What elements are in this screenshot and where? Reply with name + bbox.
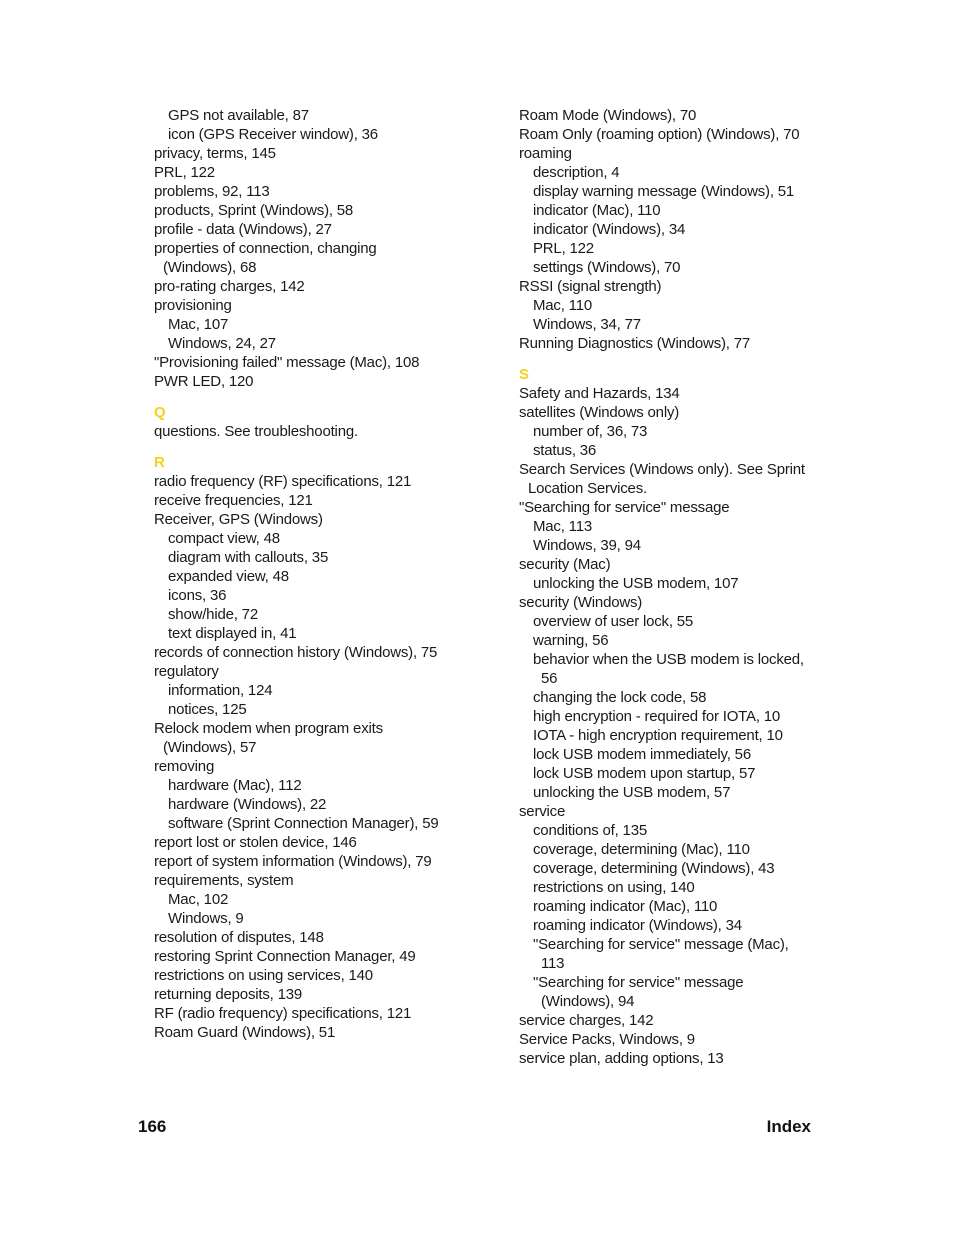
- index-subentry: hardware (Windows), 22: [168, 796, 327, 813]
- index-column-left: [154, 106, 484, 1042]
- index-subentry: Windows, 9: [168, 910, 244, 927]
- index-entry: report lost or stolen device, 146: [154, 834, 357, 851]
- index-subentry: coverage, determining (Mac), 110: [533, 841, 750, 858]
- index-subentry: indicator (Mac), 110: [533, 202, 661, 219]
- index-entry: resolution of disputes, 148: [154, 929, 324, 946]
- index-subentry: restrictions on using, 140: [533, 879, 695, 896]
- index-subentry: warning, 56: [533, 632, 609, 649]
- index-subentry: Location Services.: [528, 480, 647, 497]
- index-entry: "Searching for service" message: [519, 499, 730, 516]
- index-entry: Roam Mode (Windows), 70: [519, 107, 697, 124]
- index-subentry: Windows, 39, 94: [533, 537, 641, 554]
- index-entry: "Provisioning failed" message (Mac), 108: [154, 354, 420, 371]
- index-entry: security (Mac): [519, 556, 611, 573]
- index-subentry: software (Sprint Connection Manager), 59: [168, 815, 439, 832]
- index-entry: PWR LED, 120: [154, 373, 254, 390]
- index-entry: removing: [154, 758, 215, 775]
- index-subentry: display warning message (Windows), 51: [533, 183, 795, 200]
- index-subentry: Windows, 34, 77: [533, 316, 641, 333]
- index-subentry: roaming indicator (Mac), 110: [533, 898, 718, 915]
- index-entry: PRL, 122: [154, 164, 215, 181]
- index-entry: service plan, adding options, 13: [519, 1050, 724, 1067]
- index-subentry: "Searching for service" message: [533, 974, 744, 991]
- index-entry: satellites (Windows only): [519, 404, 680, 421]
- index-subentry: icons, 36: [168, 587, 227, 604]
- index-subentry: "Searching for service" message (Mac),: [533, 936, 789, 953]
- index-subentry: IOTA - high encryption requirement, 10: [533, 727, 783, 744]
- index-subentry: status, 36: [533, 442, 597, 459]
- index-subentry: overview of user lock, 55: [533, 613, 694, 630]
- index-subentry: compact view, 48: [168, 530, 280, 547]
- index-letter-heading: S: [519, 366, 530, 383]
- index-entry: security (Windows): [519, 594, 643, 611]
- index-subentry: show/hide, 72: [168, 606, 258, 623]
- index-subentry: PRL, 122: [533, 240, 594, 257]
- index-subentry: hardware (Mac), 112: [168, 777, 302, 794]
- index-subentry: behavior when the USB modem is locked,: [533, 651, 804, 668]
- index-subentry: settings (Windows), 70: [533, 259, 681, 276]
- index-subentry: coverage, determining (Windows), 43: [533, 860, 775, 877]
- index-subentry: text displayed in, 41: [168, 625, 297, 642]
- index-subentry: diagram with callouts, 35: [168, 549, 329, 566]
- index-subentry: lock USB modem upon startup, 57: [533, 765, 756, 782]
- index-subentry: description, 4: [533, 164, 620, 181]
- index-subentry: high encryption - required for IOTA, 10: [533, 708, 781, 725]
- index-subentry: roaming indicator (Windows), 34: [533, 917, 742, 934]
- index-subentry: GPS not available, 87: [168, 107, 309, 124]
- index-entry: service: [519, 803, 566, 820]
- index-entry: restoring Sprint Connection Manager, 49: [154, 948, 416, 965]
- index-entry: Service Packs, Windows, 9: [519, 1031, 695, 1048]
- section-title: Index: [766, 1117, 811, 1136]
- index-entry: pro-rating charges, 142: [154, 278, 305, 295]
- index-subentry: notices, 125: [168, 701, 247, 718]
- index-subentry: Windows, 24, 27: [168, 335, 276, 352]
- index-subentry: Mac, 107: [168, 316, 229, 333]
- index-subentry: expanded view, 48: [168, 568, 289, 585]
- index-entry: report of system information (Windows), 79: [154, 853, 432, 870]
- index-entry: products, Sprint (Windows), 58: [154, 202, 354, 219]
- index-subentry: 56: [541, 670, 558, 687]
- index-column-right: [519, 106, 839, 1068]
- index-subentry: 113: [541, 955, 565, 972]
- index-entry: Safety and Hazards, 134: [519, 385, 680, 402]
- index-letter-heading: R: [154, 454, 165, 471]
- index-entry: problems, 92, 113: [154, 183, 270, 200]
- index-entry: radio frequency (RF) specifications, 121: [154, 473, 412, 490]
- index-subentry: indicator (Windows), 34: [533, 221, 686, 238]
- index-entry: restrictions on using services, 140: [154, 967, 373, 984]
- index-entry: receive frequencies, 121: [154, 492, 313, 509]
- index-entry: Search Services (Windows only). See Sprint: [519, 461, 805, 478]
- index-entry: questions. See troubleshooting.: [154, 423, 358, 440]
- index-entry: privacy, terms, 145: [154, 145, 276, 162]
- index-subentry: (Windows), 94: [541, 993, 635, 1010]
- index-entry: profile - data (Windows), 27: [154, 221, 332, 238]
- index-subentry: lock USB modem immediately, 56: [533, 746, 751, 763]
- index-subentry: Mac, 110: [533, 297, 592, 314]
- index-entry: provisioning: [154, 297, 232, 314]
- index-subentry: Mac, 102: [168, 891, 229, 908]
- index-subentry: unlocking the USB modem, 107: [533, 575, 739, 592]
- index-entry: Roam Guard (Windows), 51: [154, 1024, 336, 1041]
- index-entry: regulatory: [154, 663, 219, 680]
- index-entry: Roam Only (roaming option) (Windows), 70: [519, 126, 800, 143]
- index-subentry: (Windows), 68: [163, 259, 257, 276]
- index-subentry: icon (GPS Receiver window), 36: [168, 126, 378, 143]
- index-entry: returning deposits, 139: [154, 986, 303, 1003]
- index-entry: Relock modem when program exits: [154, 720, 383, 737]
- index-entry: properties of connection, changing: [154, 240, 377, 257]
- index-subentry: conditions of, 135: [533, 822, 647, 839]
- index-entry: RSSI (signal strength): [519, 278, 662, 295]
- index-entry: RF (radio frequency) specifications, 121: [154, 1005, 412, 1022]
- index-entry: service charges, 142: [519, 1012, 654, 1029]
- index-entry: Running Diagnostics (Windows), 77: [519, 335, 751, 352]
- index-subentry: (Windows), 57: [163, 739, 257, 756]
- index-entry: Receiver, GPS (Windows): [154, 511, 323, 528]
- index-letter-heading: Q: [154, 404, 166, 421]
- index-entry: roaming: [519, 145, 572, 162]
- index-subentry: number of, 36, 73: [533, 423, 648, 440]
- page-number: 166: [138, 1117, 167, 1136]
- index-entry: records of connection history (Windows), 75: [154, 644, 438, 661]
- index-subentry: unlocking the USB modem, 57: [533, 784, 731, 801]
- index-subentry: information, 124: [168, 682, 273, 699]
- index-subentry: changing the lock code, 58: [533, 689, 707, 706]
- index-subentry: Mac, 113: [533, 518, 592, 535]
- index-entry: requirements, system: [154, 872, 294, 889]
